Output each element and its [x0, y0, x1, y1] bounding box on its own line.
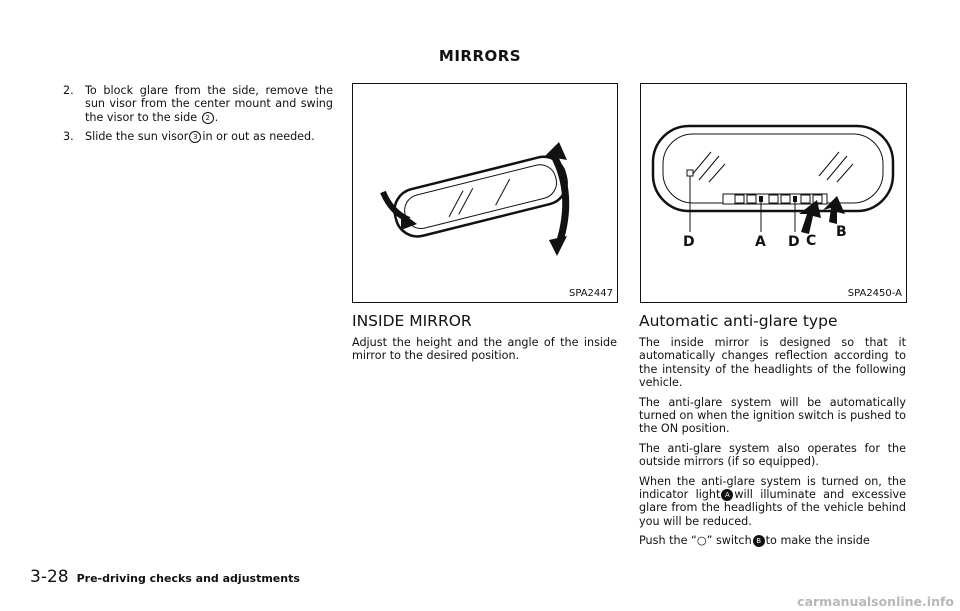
- paragraph-part: Push the “: [639, 534, 697, 548]
- callout-label: D: [683, 234, 695, 250]
- watermark: carmanualsonline.info: [797, 594, 954, 609]
- figure-code: SPA2447: [568, 288, 613, 299]
- callout-marker: 3: [189, 131, 201, 143]
- auto-dimming-mirror-illustration: [641, 84, 906, 302]
- list-number: 2.: [63, 84, 74, 97]
- page-number: 3-28: [30, 567, 69, 587]
- chapter-name: Pre-driving checks and adjustments: [76, 572, 300, 585]
- callout-marker: B: [753, 535, 765, 547]
- page-title: MIRRORS: [438, 47, 522, 65]
- callout-label: D: [788, 234, 800, 250]
- figure-auto-dimming-mirror: [640, 83, 907, 303]
- callout-marker: A: [721, 489, 733, 501]
- paragraph: Adjust the height and the angle of the inside mirror to the desired position.: [352, 336, 617, 363]
- figure-mirror-adjust: [352, 83, 618, 303]
- paragraph: The inside mirror is designed so that it automatically changes reflection according to the intensity of the headlights of the following vehicle.: [639, 336, 906, 390]
- paragraph: The anti-glare system will be automatically turned on when the ignition switch is pushed to the ON position.: [639, 395, 906, 436]
- list-item: [63, 130, 333, 143]
- mirror-adjust-illustration: [353, 84, 617, 302]
- paragraph: [639, 475, 906, 529]
- switch-symbol: ○: [696, 534, 707, 548]
- paragraph-part: to make the inside: [765, 534, 870, 548]
- list-item: [63, 84, 333, 124]
- callout-label: C: [806, 233, 817, 249]
- paragraph: The anti-glare system also operates for the outside mirrors (if so equipped).: [639, 441, 906, 469]
- callout-label: B: [836, 224, 847, 240]
- callout-marker: 2: [202, 112, 214, 124]
- paragraph-part: When the anti-glare system is turned on, the indicator light: [639, 474, 906, 502]
- list-number: 3.: [63, 130, 74, 144]
- paragraph-part: will illuminate and excessive glare from the headlights of the vehicle behind you will be reduced.: [639, 488, 906, 528]
- anti-glare-section: [639, 312, 906, 554]
- list-text-part: To block glare from the side, remove the sun visor from the center mount and swing the visor to the side: [85, 84, 333, 124]
- list-text-part: Slide the sun visor: [85, 130, 189, 144]
- inside-mirror-section: [352, 312, 617, 369]
- list-text-end: in or out as needed.: [202, 130, 315, 144]
- callout-label: A: [755, 234, 766, 250]
- instructions-column: [63, 84, 333, 150]
- list-text-end: .: [214, 110, 219, 124]
- paragraph: [639, 534, 906, 547]
- section-heading: INSIDE MIRROR: [352, 312, 472, 330]
- section-heading: Automatic anti-glare type: [639, 312, 838, 330]
- paragraph-part: ” switch: [706, 534, 752, 548]
- figure-code: SPA2450-A: [847, 288, 902, 299]
- list-text: [85, 84, 333, 124]
- page-footer: [30, 567, 300, 587]
- list-text: [85, 130, 315, 143]
